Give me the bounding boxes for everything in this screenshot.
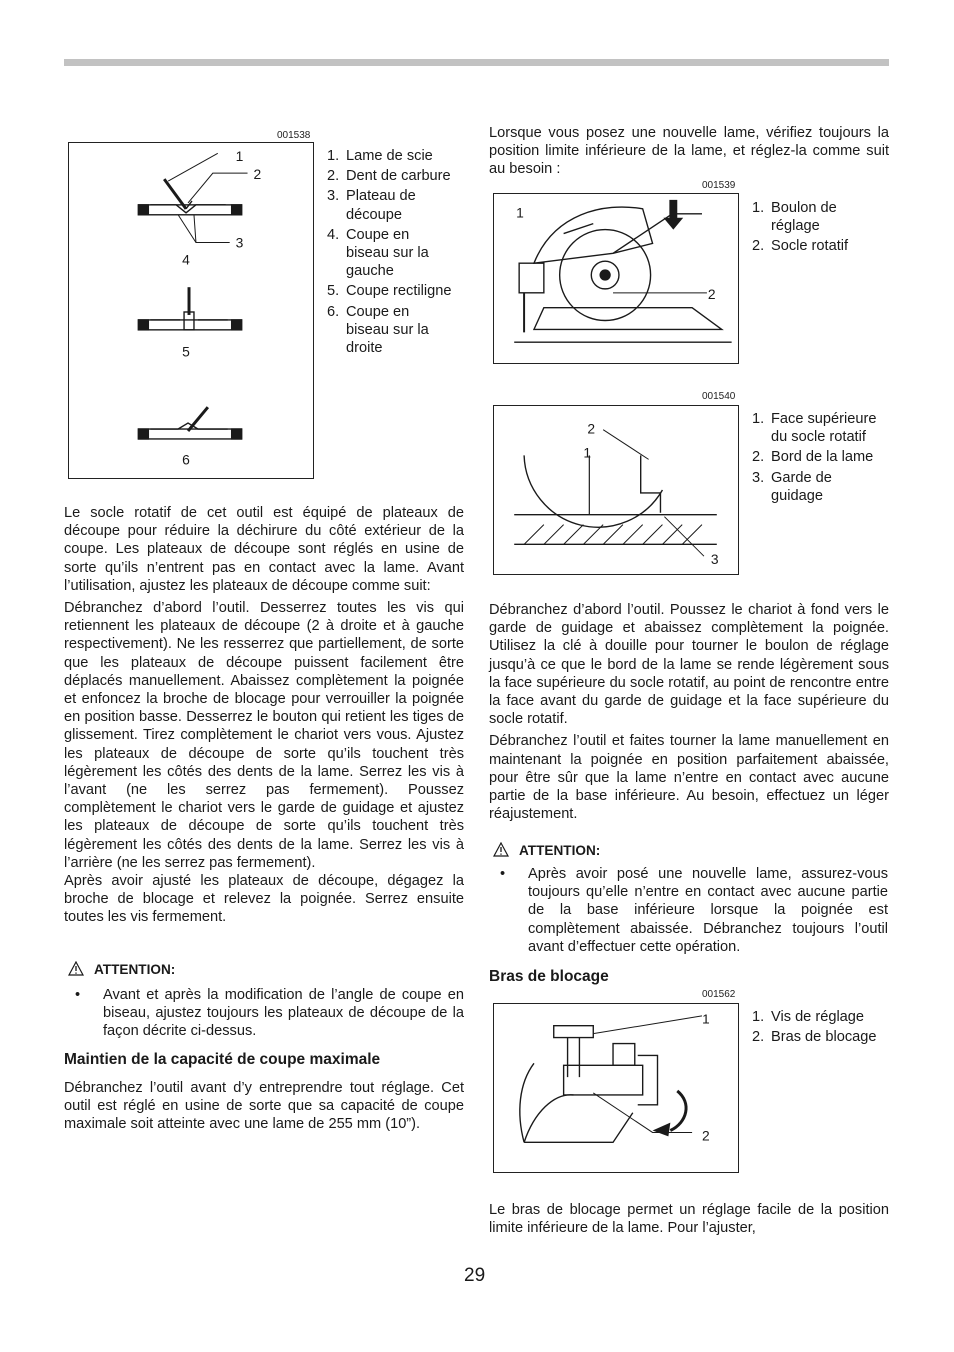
legend-item: 4. Coupe en biseau sur la gauche <box>327 226 429 280</box>
legend-item: 3. Garde de guidage <box>752 469 832 504</box>
warning-icon <box>493 842 509 860</box>
legend-item: 3. Plateau de découpe <box>327 188 416 223</box>
paragraph: Débranchez l’outil et faites tourner la lame manuellement en maintenant la poignée en position parfaitement abaissée, pour être sûr que la lame n’entre en contact avec aucune partie de la base inférieure. Au besoin, effectuez un léger réajustement. <box>489 733 889 823</box>
right-intro <box>489 124 889 179</box>
legend-item: 6. Coupe en biseau sur la droite <box>327 303 429 357</box>
figure-code: 001540 <box>702 391 736 402</box>
legend-item: 1. Vis de réglage <box>752 1009 865 1025</box>
figure-code: 001538 <box>277 130 311 141</box>
legend-item: 5. Coupe rectiligne <box>327 283 452 300</box>
callout-5: 5 <box>182 343 190 360</box>
bevel-plates-illustration <box>69 143 313 478</box>
callout-1: 1 <box>583 444 592 461</box>
callout-6: 6 <box>182 451 190 468</box>
callout-1: 1 <box>235 148 244 165</box>
lock-arm-illustration <box>494 1004 738 1172</box>
figure-code: 001562 <box>702 989 736 1000</box>
right-body-end <box>489 1201 889 1237</box>
callout-1: 1 <box>701 1010 710 1027</box>
callout-3: 3 <box>235 234 244 251</box>
callout-4: 4 <box>182 251 190 268</box>
header-rule <box>64 59 889 66</box>
legend-item: 2. Bord de la lame <box>752 449 874 466</box>
paragraph: Après avoir ajusté les plateaux de découpe, dégagez la broche de blocage et relevez la poignée. Serrez ensuite toutes les vis fermement. <box>64 873 464 926</box>
callout-2: 2 <box>253 166 262 183</box>
paragraph: Débranchez l’outil avant d’y entreprendre tout réglage. Cet outil est réglé en usine de sorte que sa capacité de coupe maximale soit atteinte avec une lame de 255 mm (10”). <box>64 1080 464 1133</box>
callout-2: 2 <box>587 420 596 437</box>
attention-label: ATTENTION: <box>493 842 600 860</box>
legend-item: 1. Lame de scie <box>327 148 433 164</box>
legend-item: 1. Face supérieure du socle rotatif <box>752 411 877 446</box>
figure-lock-arm <box>493 1003 739 1173</box>
miter-saw-illustration <box>494 194 738 363</box>
paragraph: Le socle rotatif de cet outil est équipé de plateaux de découpe pour réduire la déchirure du côté extérieur de la coupe. Les plateaux de découpe sont réglés en usine de sorte qu’ils n’entrent pas en contact avec la lame. Avant l’utilisation, ajustez les plateaux de découpe comme suit: <box>64 505 464 594</box>
callout-2: 2 <box>707 285 716 302</box>
legend-item: 2. Dent de carbure <box>327 168 451 185</box>
legend-item: 1. Boulon de réglage <box>752 200 837 235</box>
figure-miter-saw <box>493 193 739 364</box>
attention-bullet: • Avant et après la modification de l’angle de coupe en biseau, ajustez toujours les plateaux de découpe de la façon décrite ci-dessus. <box>75 987 464 1040</box>
left-body-end <box>64 1079 464 1134</box>
figure-legend <box>752 1008 892 1046</box>
bullet-dot: • <box>75 987 81 1003</box>
section-heading: Maintien de la capacité de coupe maximale <box>64 1051 381 1068</box>
right-body <box>489 601 889 823</box>
callout-1: 1 <box>516 204 524 221</box>
paragraph: Lorsque vous posez une nouvelle lame, vérifiez toujours la position limite inférieure de la lame, et réglez-la comme suit au besoin : <box>489 125 889 178</box>
callout-2: 2 <box>701 1127 710 1144</box>
rotate-arrow-icon <box>670 1091 686 1131</box>
legend-item: 2. Socle rotatif <box>752 238 849 255</box>
figure-bevel-plates <box>68 142 314 479</box>
page-number: 29 <box>464 1265 486 1286</box>
blade-edge-illustration <box>494 406 738 574</box>
figure-code: 001539 <box>702 180 736 191</box>
paragraph: Débranchez d’abord l’outil. Desserrez toutes les vis qui retiennent les plateaux de découpe (2 à droite et à gauche respectivement). Ne les resserrez que partiellement, de sorte que les plateaux de découpe puissent facilement être déplacés manuellement. Abaissez complètement la poignée et enfoncez la broche de blocage pour verrouiller la poignée en position basse. Desserrez le bouton qui retient les tiges de glissement. Tirez complètement le chariot vers vous. Ajustez les plateaux de découpe de sorte qu’ils touchent très légèrement les côtés des dents de la lame. Serrez les vis à l’avant (ne les serrez pas fermement). Poussez complètement le chariot vers le garde de guidage et ajustez les plateaux de découpe de sorte qu’ils touchent très légèrement les côtés des dents de la lame. Serrez les vis à l’arrière (ne les serrez pas fermement). <box>64 600 464 871</box>
left-body <box>64 504 464 927</box>
legend-item: 2. Bras de blocage <box>752 1029 877 1046</box>
paragraph: Débranchez d’abord l’outil. Poussez le chariot à fond vers le garde de guidage et abaissez complètement la poignée. Utilisez la clé à douille pour tourner le boulon de réglage jusqu’à ce que le bord de la lame se rende légèrement sous la face supérieure du socle rotatif, au point de rencontre entre la face avant du garde de guidage et la face supérieure du socle rotatif. <box>489 602 889 728</box>
figure-blade-edge <box>493 405 739 575</box>
warning-icon <box>68 961 84 979</box>
section-heading: Bras de blocage <box>489 968 609 985</box>
arrow-down-icon <box>663 200 683 230</box>
paragraph: Le bras de blocage permet un réglage facile de la position limite inférieure de la lame. Pour l’ajuster, <box>489 1202 889 1237</box>
attention-label: ATTENTION: <box>68 961 175 979</box>
figure-legend <box>752 410 892 505</box>
bullet-dot: • <box>500 866 506 882</box>
callout-3: 3 <box>710 551 719 568</box>
figure-legend <box>327 147 467 357</box>
attention-bullet: • Après avoir posé une nouvelle lame, assurez-vous toujours qu’elle n’entre en contact avec aucune partie de la base inférieure lorsque la poignée est complètement abaissée. Débranchez toujours l’outil avant d’effectuer cette opération. <box>500 866 888 955</box>
figure-legend <box>752 199 892 256</box>
